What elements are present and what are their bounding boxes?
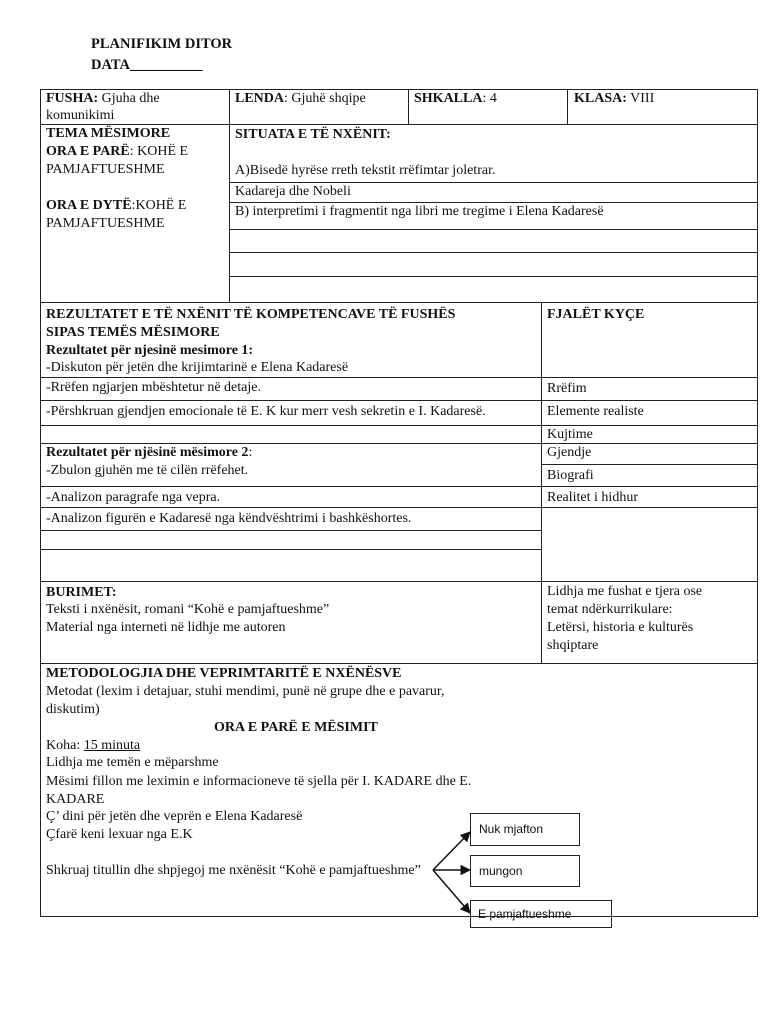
keyword: Realitet i hidhur xyxy=(547,490,638,505)
keyword: Elemente realiste xyxy=(547,404,644,419)
ora-pare-label: ORA E PARË: KOHË E xyxy=(46,144,189,159)
metodologjia-line: diskutim) xyxy=(46,702,100,717)
ora-pare-title: ORA E PARË E MËSIMIT xyxy=(214,720,378,735)
fjalet-heading: FJALËT KYÇE xyxy=(547,307,645,322)
metodologjia-line: Lidhja me temën e mëparshme xyxy=(46,755,219,770)
rezultat-item: -Përshkruan gjendjen emocionale të E. K kur merr vesh sekretin e I. Kadaresë. xyxy=(46,404,486,419)
diagram-label: mungon xyxy=(479,864,523,878)
lidhja-line: shqiptare xyxy=(547,638,599,653)
situata-heading: SITUATA E TË NXËNIT: xyxy=(235,127,391,142)
rezultat-item: -Analizon paragrafe nga vepra. xyxy=(46,490,221,505)
tema-heading: TEMA MËSIMORE xyxy=(46,126,171,141)
situata-line-b: B) interpretimi i fragmentit nga libri me tregime i Elena Kadaresë xyxy=(235,204,604,219)
ora-dyte-label: ORA E DYTË:KOHË E xyxy=(46,198,187,213)
lenda-cell: LENDA: Gjuhë shqipe xyxy=(235,91,366,106)
rezultatet-heading-2: SIPAS TEMËS MËSIMORE xyxy=(46,325,220,340)
diagram-label: E pamjaftueshme xyxy=(478,907,572,921)
metodologjia-line: Metodat (lexim i detajuar, stuhi mendimi, punë në grupe dhe e pavarur, xyxy=(46,684,445,699)
rezultatet-sub2: Rezultatet për njësinë mësimore 2: xyxy=(46,445,253,460)
lidhja-line: Letërsi, historia e kulturës xyxy=(547,620,694,635)
koha-line: Koha: 15 minuta xyxy=(46,738,141,753)
klasa-cell: KLASA: VIII xyxy=(574,91,655,106)
page-title: PLANIFIKIM DITOR xyxy=(91,36,233,52)
arrow-to-e-pamjaftueshme xyxy=(433,870,470,913)
metodologjia-line: Mësimi fillon me leximin e informacioneve të sjella për I. KADARE dhe E. xyxy=(46,774,472,789)
arrow-to-nuk-mjafton xyxy=(433,832,470,870)
date-field: DATA__________ xyxy=(91,57,203,73)
burimet-heading: BURIMET: xyxy=(46,585,117,600)
rezultatet-heading: REZULTATET E TË NXËNIT TË KOMPETENCAVE TË FUSHËS xyxy=(46,307,456,322)
metodologjia-line: KADARE xyxy=(46,792,105,807)
fusha-cell: FUSHA: Gjuha dhe xyxy=(46,91,160,106)
situata-kadare: Kadareja dhe Nobeli xyxy=(235,184,351,199)
lidhja-line: Lidhja me fushat e tjera ose xyxy=(547,584,703,599)
ora-dyte-value: PAMJAFTUESHME xyxy=(46,216,165,231)
situata-line-a: A)Bisedë hyrëse rreth tekstit rrëfimtar joletrar. xyxy=(235,163,496,178)
lidhja-line: temat ndërkurrikulare: xyxy=(547,602,673,617)
rezultat-item: -Diskuton për jetën dhe krijimtarinë e Elena Kadaresë xyxy=(46,360,349,375)
rezultat-item: -Rrëfen ngjarjen mbështetur në detaje. xyxy=(46,380,261,395)
metodologjia-line: Çfarë keni lexuar nga E.K xyxy=(46,827,193,842)
keyword: Rrëfim xyxy=(547,381,587,396)
keyword: Biografi xyxy=(547,468,594,483)
rezultatet-sub1: Rezultatet për njesinë mesimore 1: xyxy=(46,343,254,358)
shkalla-cell: SHKALLA: 4 xyxy=(414,91,497,106)
metodologjia-line: Ç’ dini për jetën dhe veprën e Elena Kadaresë xyxy=(46,809,303,824)
fusha-cell-cont: komunikimi xyxy=(46,108,115,123)
burimet-line: Teksti i nxënësit, romani “Kohë e pamjaftueshme” xyxy=(46,602,330,617)
metodologjia-line: Shkruaj titullin dhe shpjegoj me nxënësit “Kohë e pamjaftueshme” xyxy=(46,863,421,878)
diagram-label: Nuk mjafton xyxy=(479,822,544,836)
metodologjia-heading: METODOLOGJIA DHE VEPRIMTARITË E NXËNËSVE xyxy=(46,666,402,681)
rezultat-item: -Zbulon gjuhën me të cilën rrëfehet. xyxy=(46,463,249,478)
burimet-line: Material nga interneti në lidhje me autoren xyxy=(46,620,286,635)
rezultat-item: -Analizon figurën e Kadaresë nga këndvështrimi i bashkëshortes. xyxy=(46,511,412,526)
keyword: Gjendje xyxy=(547,445,592,460)
keyword: Kujtime xyxy=(547,427,593,442)
ora-pare-value: PAMJAFTUESHME xyxy=(46,162,165,177)
